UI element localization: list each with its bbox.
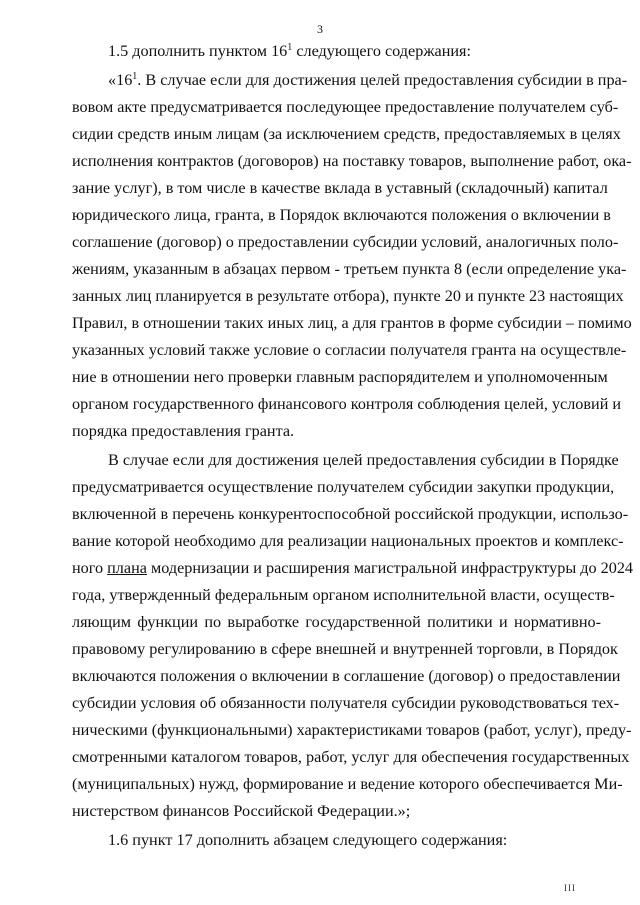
paragraph-line: сидии средств иным лицам (за исключением средств, предоставляемых в целях (72, 125, 621, 143)
paragraph-line: ного плана модернизации и расширения магистральной инфраструктуры до 2024 (72, 559, 634, 577)
paragraph-line: занных лиц планируется в результате отбора), пункте 20 и пункте 23 настоящих (72, 287, 624, 305)
paragraph-line: ническими (функциональными) характеристиками товаров (работ, услуг), преду- (72, 721, 632, 739)
paragraph-line: исполнения контрактов (договоров) на поставку товаров, выполнение работ, ока- (72, 152, 632, 170)
paragraph-line: «$16^1$. В случае если для достижения целей предоставления субсидии в пра- (108, 71, 628, 89)
paragraph-line: жениям, указанным в абзацах первом - третьем пункта 8 (если определение ука- (72, 260, 627, 278)
paragraph-line: ляющим функции по выработке государственной политики и нормативно- (72, 613, 601, 631)
paragraph-line: соглашение (договор) о предоставлении субсидии условий, аналогичных поло- (72, 233, 619, 251)
paragraph-line: предусматривается осуществление получателем субсидии закупки продукции, (72, 478, 615, 496)
paragraph-line: В случае если для достижения целей предоставления субсидии в Порядке (108, 451, 619, 469)
paragraph-line: года, утвержденный федеральным органом исполнительной власти, осуществ- (72, 586, 615, 604)
page-number: 3 (317, 22, 323, 36)
paragraph-line: смотренными каталогом товаров, работ, услуг для обеспечения государственных (72, 748, 630, 766)
paragraph-line: Правил, в отношении таких иных лиц, а для грантов в форме субсидии – помимо (72, 314, 632, 332)
paragraph-line: вание которой необходимо для реализации национальных проектов и комплекс- (72, 532, 624, 550)
paragraph-line: субсидии условия об обязанности получателя субсидии руководствоваться тех- (72, 694, 620, 712)
footer-mark: III (564, 883, 576, 893)
superscript: 1 (287, 42, 293, 53)
superscript: 1 (132, 71, 138, 82)
paragraph-line: юридического лица, гранта, в Порядок включаются положения о включении в (72, 206, 611, 224)
plan-link[interactable]: плана (107, 559, 147, 577)
paragraph-line: порядка предоставления гранта. (72, 422, 295, 440)
paragraph-line: зание услуг), в том числе в качестве вклада в уставный (складочный) капитал (72, 179, 608, 197)
paragraph-line: правовому регулированию в сфере внешней и внутренней торговли, в Порядок (72, 640, 618, 658)
paragraph-line: (муниципальных) нужд, формирование и ведение которого обеспечивается Ми- (72, 775, 623, 793)
paragraph-line: включенной в перечень конкурентоспособной российской продукции, использо- (72, 505, 629, 523)
paragraph-line: вовом акте предусматривается последующее предоставление получателем суб- (72, 98, 619, 116)
paragraph-line: нистерством финансов Российской Федерации.»; (72, 802, 411, 820)
item-1-5: 1.5 дополнить пунктом $16^1$ следующего содержания: (108, 42, 471, 60)
paragraph-line: ние в отношении него проверки главным распорядителем и уполномоченным (72, 368, 608, 386)
paragraph-line: органом государственного финансового контроля соблюдения целей, условий и (72, 395, 622, 413)
paragraph-line: включаются положения о включении в соглашение (договор) о предоставлении (72, 667, 621, 685)
item-1-6: 1.6 пункт 17 дополнить абзацем следующего содержания: (108, 831, 508, 849)
paragraph-line: указанных условий также условие о согласии получателя гранта на осуществле- (72, 341, 627, 359)
